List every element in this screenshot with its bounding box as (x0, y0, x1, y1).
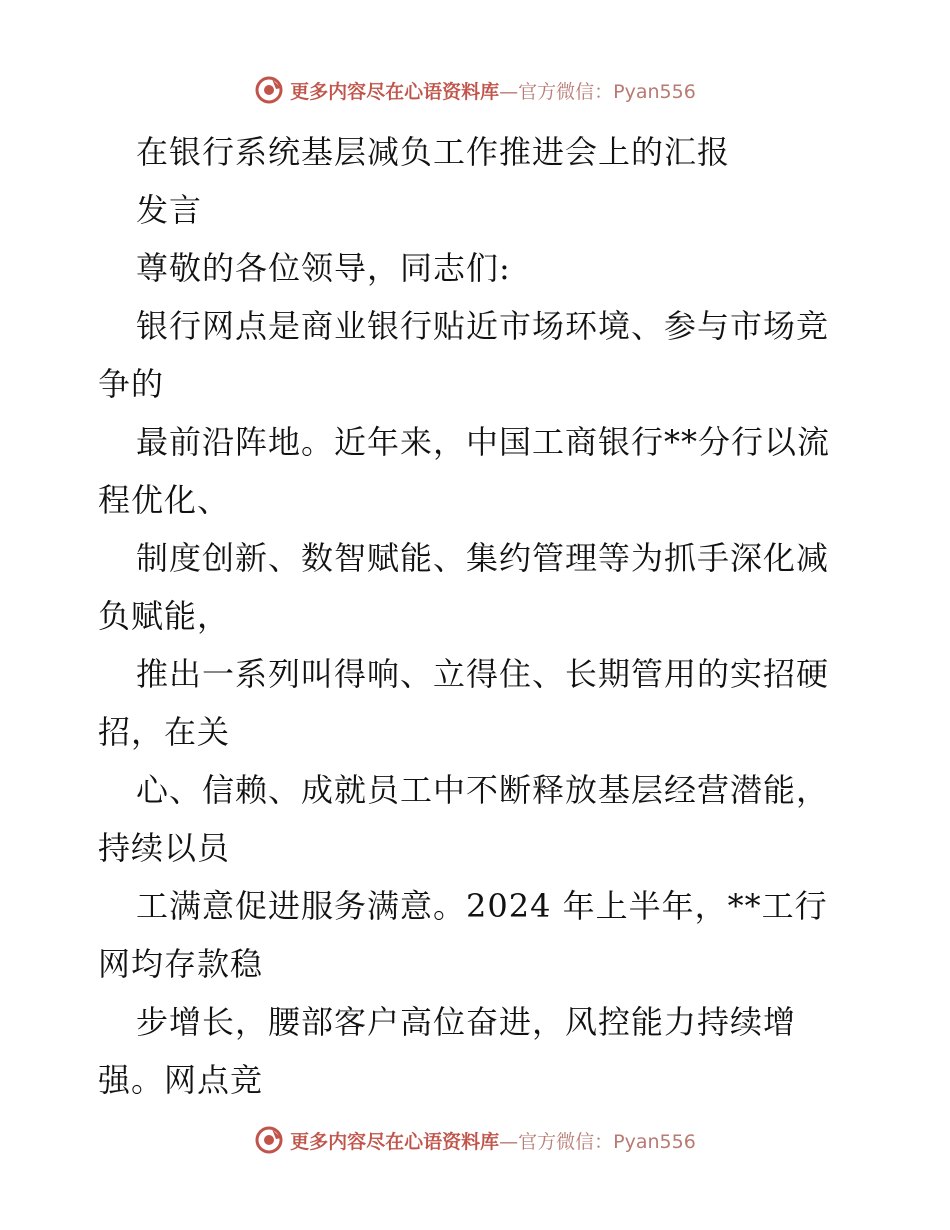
body-line: 银行网点是商业银行贴近市场环境、参与市场竞 (136, 307, 830, 345)
body-line: 招，在关 (98, 713, 231, 751)
watermark-main-text: 更多内容尽在心语资料库 (290, 1130, 500, 1153)
body-line: 推出一系列叫得响、立得住、长期管用的实招硬 (136, 655, 830, 693)
body-line: 负赋能， (98, 597, 231, 635)
body-line: 最前沿阵地。近年来，中国工商银行**分行以流 (136, 423, 831, 461)
body-line: 网均存款稳 (98, 945, 264, 983)
watermark-header (0, 70, 950, 110)
title-line-2: 发言 (136, 191, 203, 229)
body-line: 制度创新、数智赋能、集约管理等为抓手深化减 (136, 539, 830, 577)
document-body (98, 123, 898, 1109)
body-line: 心、信赖、成就员工中不断释放基层经营潜能， (136, 771, 830, 809)
body-line: 强。网点竞 (98, 1061, 264, 1099)
watermark-main-text: 更多内容尽在心语资料库 (290, 80, 500, 103)
watermark-logo-icon (254, 75, 284, 105)
title-line-1: 在银行系统基层减负工作推进会上的汇报 (136, 133, 731, 171)
watermark-footer (0, 1120, 950, 1160)
watermark-contact-text: —官方微信：Pyan556 (499, 1130, 696, 1153)
body-line: 步增长，腰部客户高位奋进，风控能力持续增 (136, 1003, 797, 1041)
body-line: 争的 (98, 365, 165, 403)
body-line: 持续以员 (98, 829, 231, 867)
greeting: 尊敬的各位领导，同志们: (136, 249, 511, 287)
watermark-contact-text: —官方微信：Pyan556 (499, 80, 696, 103)
watermark-logo-icon (254, 1125, 284, 1155)
body-line: 工满意促进服务满意。2024 年上半年，**工行 (136, 887, 828, 925)
body-paragraph (98, 297, 898, 1109)
body-line: 程优化、 (98, 481, 231, 519)
